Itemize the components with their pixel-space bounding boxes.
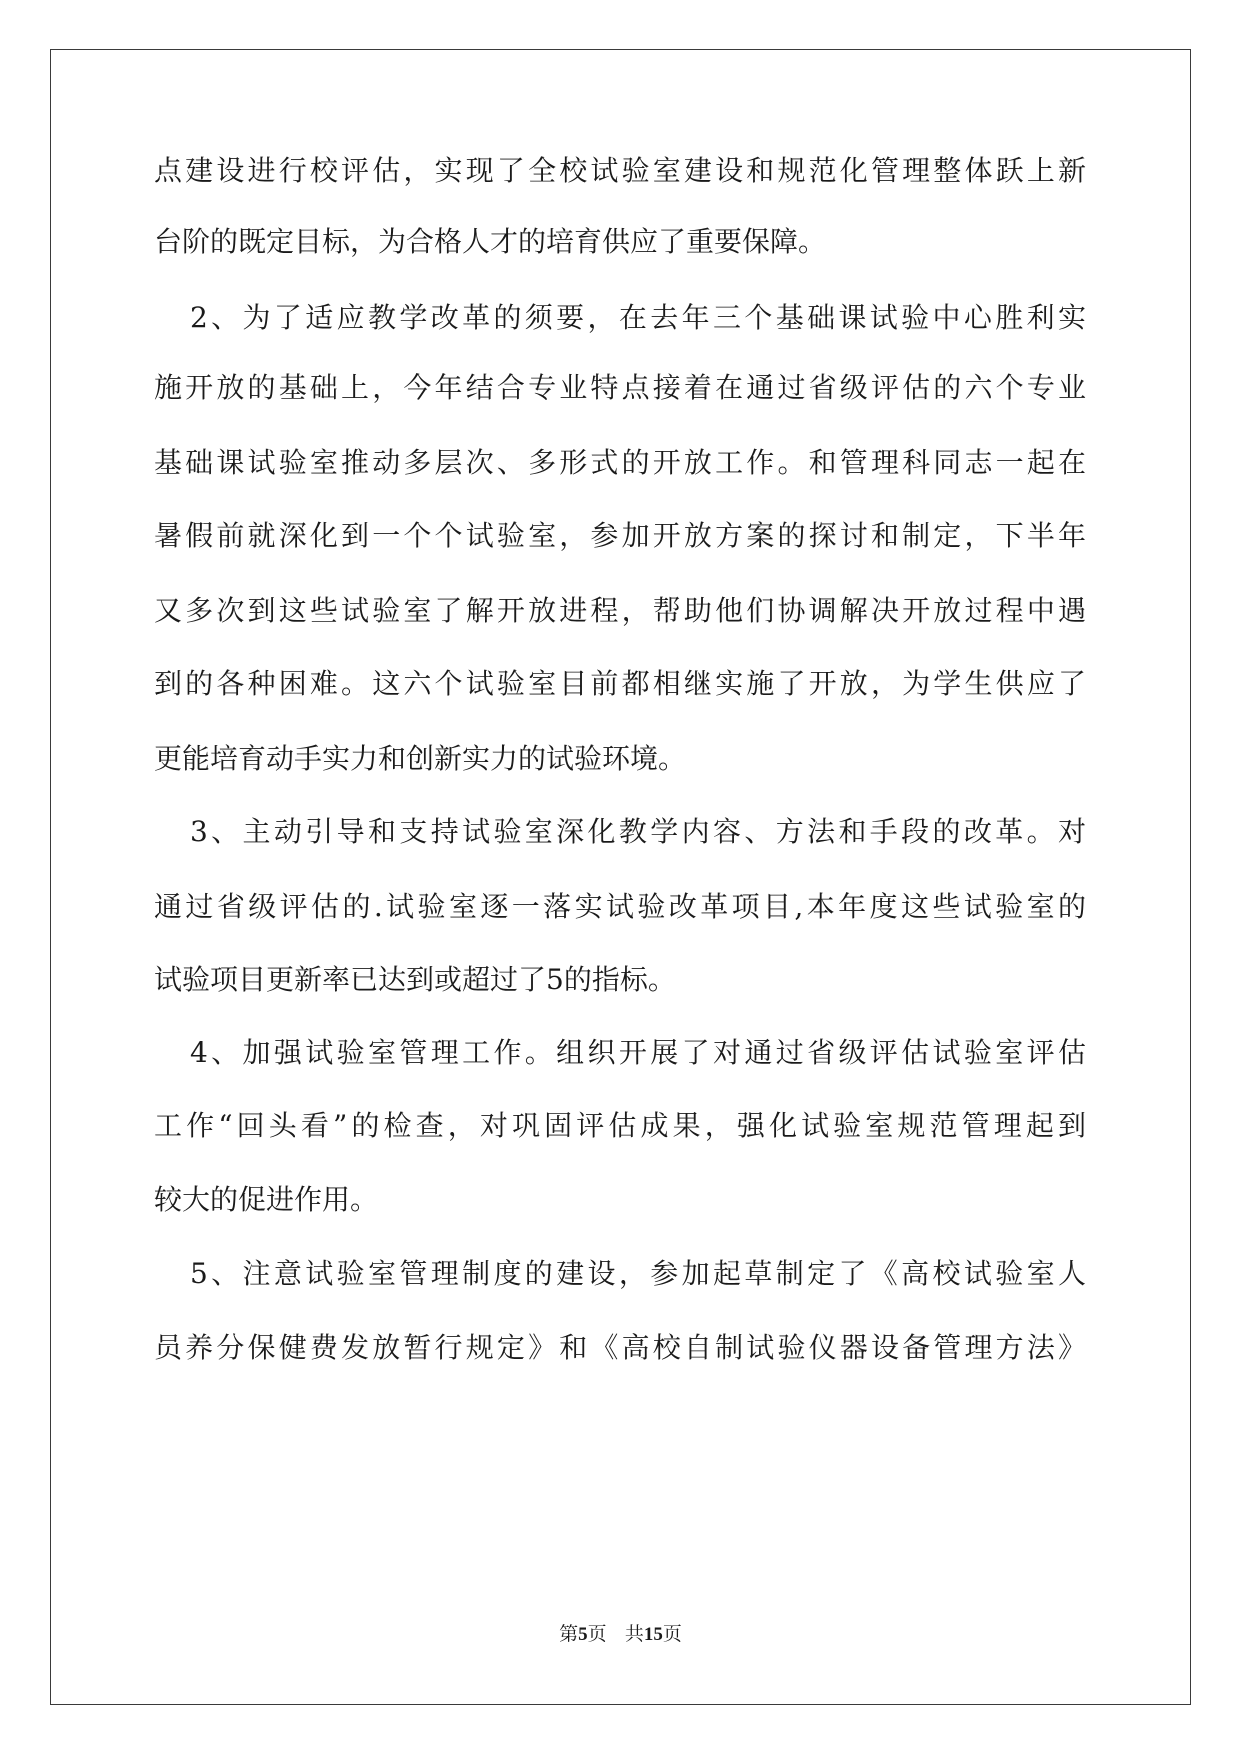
total-suffix: 页 bbox=[662, 1623, 682, 1645]
text-line: 又多次到这些试验室了解开放进程，帮助他们协调解决开放过程中遇 bbox=[154, 594, 1086, 627]
paragraph-start-line: 2、为了适应教学改革的须要，在去年三个基础课试验中心胜利实 bbox=[190, 301, 1086, 334]
paragraph-start-line: 3、主动引导和支持试验室深化教学内容、方法和手段的改革。对 bbox=[190, 815, 1086, 848]
text-line: 暑假前就深化到一个个试验室，参加开放方案的探讨和制定，下半年 bbox=[154, 519, 1086, 552]
text-line: 通过省级评估的.试验室逐一落实试验改革项目,本年度这些试验室的 bbox=[154, 890, 1086, 923]
text-line: 员养分保健费发放暂行规定》和《高校自制试验仪器设备管理方法》 bbox=[154, 1331, 1086, 1364]
page-border bbox=[50, 49, 1191, 1705]
paragraph-start-line: 4、加强试验室管理工作。组织开展了对通过省级评估试验室评估 bbox=[190, 1036, 1086, 1069]
text-line: 工作“回头看”的检查，对巩固评估成果，强化试验室规范管理起到 bbox=[154, 1109, 1086, 1142]
page-prefix: 第 bbox=[559, 1623, 579, 1645]
text-line: 试验项目更新率已达到或超过了5的指标。 bbox=[154, 963, 676, 996]
page-suffix: 页 bbox=[587, 1623, 607, 1645]
text-line: 台阶的既定目标，为合格人才的培育供应了重要保障。 bbox=[154, 225, 827, 258]
text-line: 基础课试验室推动多层次、多形式的开放工作。和管理科同志一起在 bbox=[154, 446, 1086, 479]
page-number: 5 bbox=[578, 1624, 588, 1645]
text-line: 点建设进行校评估，实现了全校试验室建设和规范化管理整体跃上新 bbox=[154, 154, 1086, 187]
total-pages: 15 bbox=[643, 1624, 663, 1645]
text-line: 施开放的基础上，今年结合专业特点接着在通过省级评估的六个专业 bbox=[154, 371, 1086, 404]
text-line: 较大的促进作用。 bbox=[154, 1183, 379, 1216]
paragraph-start-line: 5、注意试验室管理制度的建设，参加起草制定了《高校试验室人 bbox=[190, 1257, 1086, 1290]
text-line: 更能培育动手实力和创新实力的试验环境。 bbox=[154, 742, 687, 775]
total-prefix: 共 bbox=[624, 1623, 644, 1645]
page-footer bbox=[0, 1622, 1241, 1647]
text-line: 到的各种困难。这六个试验室目前都相继实施了开放，为学生供应了 bbox=[154, 667, 1086, 700]
